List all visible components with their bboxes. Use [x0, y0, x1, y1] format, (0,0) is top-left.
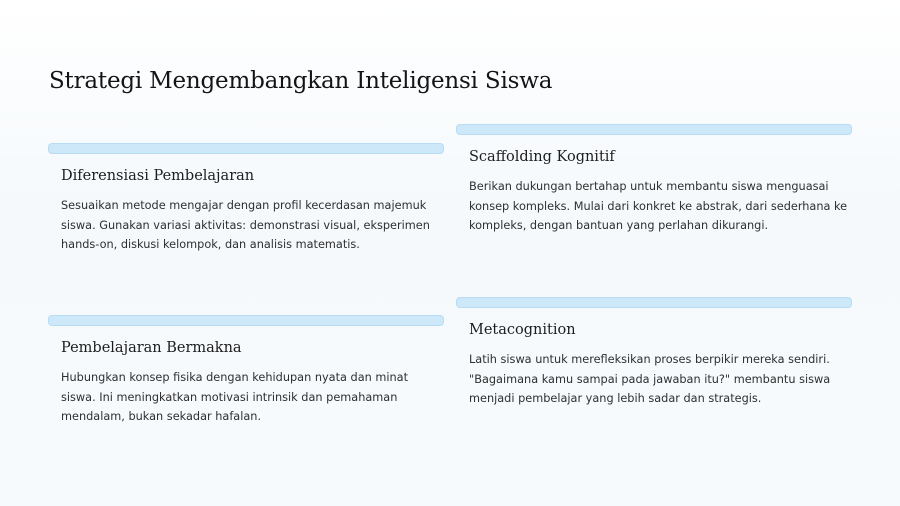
card-accent-bar: [456, 124, 852, 135]
card-body: Sesuaikan metode mengajar dengan profil kecerdasan majemuk siswa. Gunakan variasi aktivitas: demonstrasi visual, eksperimen hands-on, diskusi kelompok, dan analisis matematis.: [61, 199, 430, 251]
card-meaningful-learning: [48, 315, 444, 427]
card-title: Pembelajaran Bermakna: [61, 340, 242, 356]
card-accent-bar: [456, 297, 852, 308]
card-accent-bar: [48, 143, 444, 154]
card-metacognition: [456, 297, 852, 409]
card-title: Metacognition: [469, 322, 576, 338]
card-body: Latih siswa untuk merefleksikan proses berpikir mereka sendiri. "Bagaimana kamu sampai pada jawaban itu?" membantu siswa menjadi pembelajar yang lebih sadar dan strategis.: [469, 353, 831, 405]
card-body: Hubungkan konsep fisika dengan kehidupan nyata dan minat siswa. Ini meningkatkan motivasi intrinsik dan pemahaman mendalam, bukan sekadar hafalan.: [61, 371, 409, 423]
card-title: Scaffolding Kognitif: [469, 149, 615, 165]
card-title: Diferensiasi Pembelajaran: [61, 168, 255, 184]
card-differentiation: [48, 143, 444, 255]
card-body: Berikan dukungan bertahap untuk membantu siswa menguasai konsep kompleks. Mulai dari konkret ke abstrak, dari sederhana ke kompleks, dengan bantuan yang perlahan dikurangi.: [469, 180, 848, 232]
card-scaffolding: [456, 124, 852, 236]
card-accent-bar: [48, 315, 444, 326]
page-title: Strategi Mengembangkan Inteligensi Siswa: [49, 68, 553, 94]
